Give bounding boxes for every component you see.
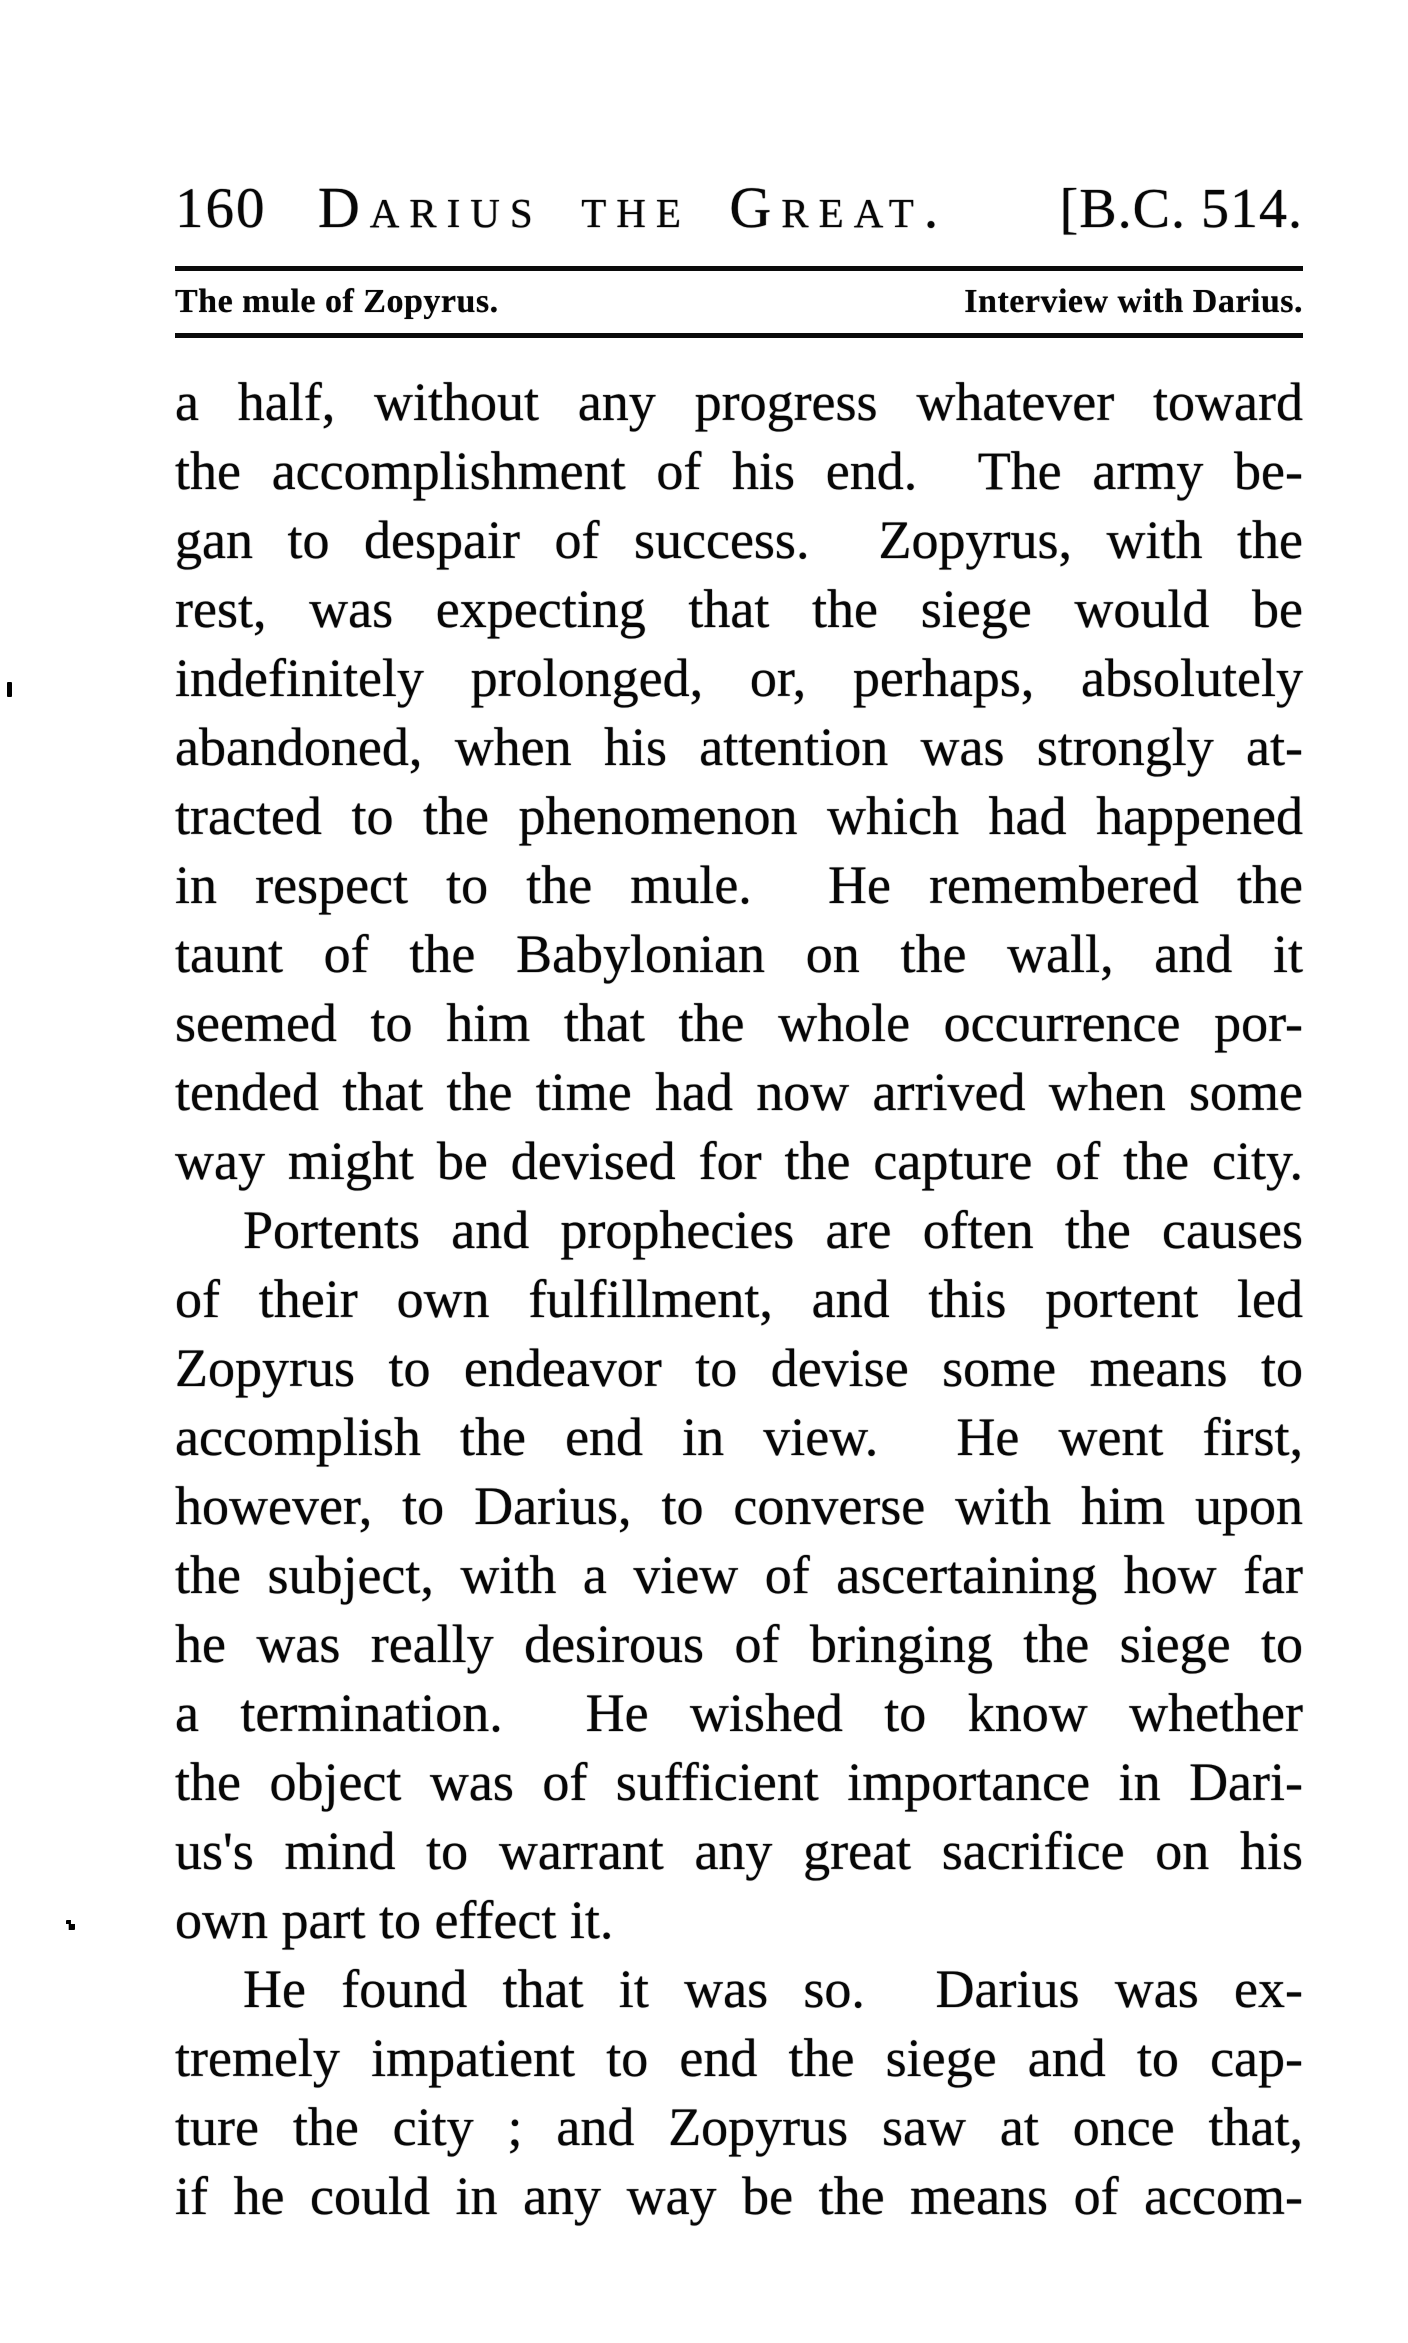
text-line: he was really desirous of bringing the siege to	[175, 1614, 1303, 1674]
page-number: 160	[175, 177, 267, 240]
text-line: accomplish the end in view. He went first,	[175, 1407, 1303, 1467]
text-line: the subject, with a view of ascertaining how far	[175, 1545, 1303, 1605]
text-line: Portents and prophecies are often the causes	[243, 1200, 1303, 1260]
text-line: of their own fulfillment, and this portent led	[175, 1269, 1303, 1329]
text-line: Zopyrus to endeavor to devise some means to	[175, 1338, 1303, 1398]
scan-speck	[7, 682, 12, 697]
top-rule	[175, 266, 1303, 271]
running-head-left: The mule of Zopyrus.	[175, 283, 499, 320]
text-line: a termination. He wished to know whether	[175, 1683, 1303, 1743]
text-line: seemed to him that the whole occurrence por-	[175, 993, 1303, 1053]
text-line: tended that the time had now arrived when some	[175, 1062, 1303, 1122]
text-line: way might be devised for the capture of the city.	[175, 1131, 1303, 1191]
header-rule	[175, 333, 1303, 338]
text-line: abandoned, when his attention was strongly at-	[175, 717, 1303, 777]
running-head-right: Interview with Darius.	[964, 283, 1303, 320]
page-body	[175, 368, 1303, 2231]
scan-speck	[66, 1920, 75, 1930]
page-header	[175, 174, 1303, 240]
running-heads-row	[175, 283, 1303, 321]
text-line: tracted to the phenomenon which had happened	[175, 786, 1303, 846]
text-line: indefinitely prolonged, or, perhaps, absolutely	[175, 648, 1303, 708]
text-line: tremely impatient to end the siege and to cap-	[175, 2028, 1303, 2088]
era-label: [B.C. 514.	[1059, 178, 1303, 240]
text-line: a half, without any progress whatever toward	[175, 372, 1303, 432]
text-line: the accomplishment of his end. The army be-	[175, 441, 1303, 501]
text-line: gan to despair of success. Zopyrus, with the	[175, 510, 1303, 570]
text-line: us's mind to warrant any great sacrifice on his	[175, 1821, 1303, 1881]
text-line: ture the city ; and Zopyrus saw at once that,	[175, 2097, 1303, 2157]
text-line: He found that it was so. Darius was ex-	[243, 1959, 1303, 2019]
text-line: if he could in any way be the means of accom-	[175, 2166, 1303, 2226]
running-title: Darius the Great.	[317, 175, 949, 240]
text-line: own part to effect it.	[175, 1890, 614, 1950]
text-line: in respect to the mule. He remembered the	[175, 855, 1303, 915]
text-line: rest, was expecting that the siege would be	[175, 579, 1303, 639]
text-line: however, to Darius, to converse with him upon	[175, 1476, 1303, 1536]
text-line: the object was of sufficient importance in Dari-	[175, 1752, 1303, 1812]
text-line: taunt of the Babylonian on the wall, and it	[175, 924, 1303, 984]
